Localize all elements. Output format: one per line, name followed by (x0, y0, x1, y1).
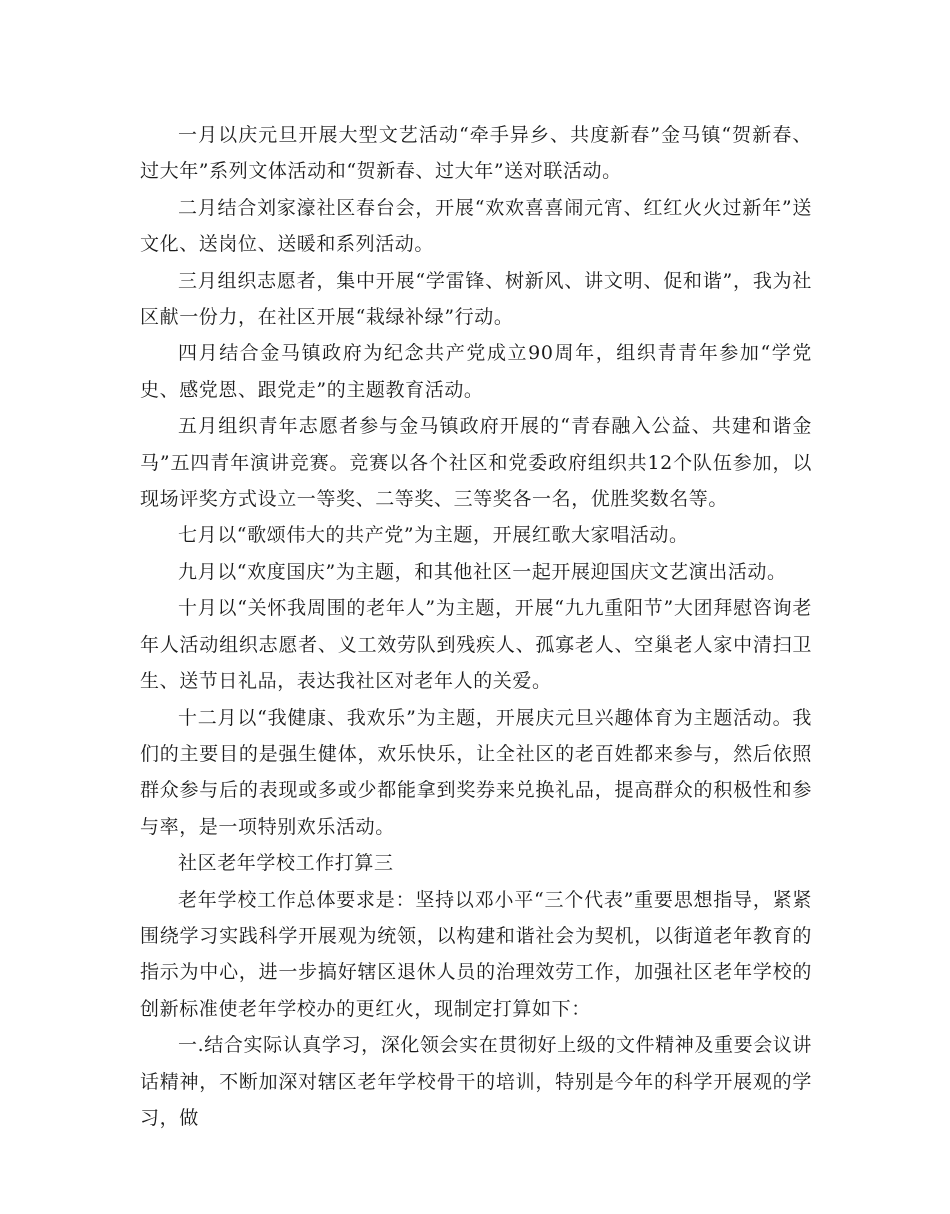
paragraph-item-one: 一.结合实际认真学习，深化领会实在贯彻好上级的文件精神及重要会议讲话精神，不断加深对辖区老年学校骨干的培训，特别是今年的科学开展观的学习，做 (140, 1034, 812, 1129)
paragraph-december: 十二月以“我健康、我欢乐”为主题，开展庆元旦兴趣体育为主题活动。我们的主要目的是强生健体，欢乐快乐，让全社区的老百姓都来参与，然后依照群众参与后的表现或多或少都能拿到奖券来兑换礼品，提高群众的积极性和参与率，是一项特别欢乐活动。 (140, 706, 812, 838)
document-page (140, 117, 812, 1136)
paragraph-october: 十月以“关怀我周围的老年人”为主题，开展“九九重阳节”大团拜慰咨询老年人活动组织志愿者、义工效劳队到残疾人、孤寡老人、空巢老人家中清扫卫生、送节日礼品，表达我社区对老年人的关爱。 (140, 597, 812, 693)
paragraph-july: 七月以“歌颂伟大的共产党”为主题，开展红歌大家唱活动。 (178, 524, 689, 547)
paragraph-january: 一月以庆元旦开展大型文艺活动“牵手异乡、共度新春”金马镇“贺新春、过大年”系列文体活动和“贺新春、过大年”送对联活动。 (140, 124, 812, 183)
paragraph-may: 五月组织青年志愿者参与金马镇政府开展的“青春融入公益、共建和谐金马”五四青年演讲竞赛。竞赛以各个社区和党委政府组织共12个队伍参加，以现场评奖方式设立一等奖、二等奖、三等奖各一名，优胜奖数名等。 (140, 415, 812, 511)
paragraph-april: 四月结合金马镇政府为纪念共产党成立90周年，组织青青年参加“学党史、感党恩、跟党走”的主题教育活动。 (140, 342, 812, 401)
section-heading: 社区老年学校工作打算三 (178, 852, 394, 875)
paragraph-february: 二月结合刘家濠社区春台会，开展“欢欢喜喜闹元宵、红红火火过新年”送文化、送岗位、送暖和系列活动。 (140, 196, 812, 256)
paragraph-march: 三月组织志愿者，集中开展“学雷锋、树新风、讲文明、促和谐”，我为社区献一份力，在社区开展“栽绿补绿”行动。 (140, 269, 812, 329)
paragraph-september: 九月以“欢度国庆”为主题，和其他社区一起开展迎国庆文艺演出活动。 (178, 560, 787, 583)
paragraph-general-requirements: 老年学校工作总体要求是：坚持以邓小平“三个代表”重要思想指导，紧紧围绕学习实践科学开展观为统领，以构建和谐社会为契机，以街道老年教育的指示为中心，进一步搞好辖区退休人员的治理效劳工作，加强社区老年学校的创新标准使老年学校办的更红火，现制定打算如下： (140, 888, 812, 1020)
